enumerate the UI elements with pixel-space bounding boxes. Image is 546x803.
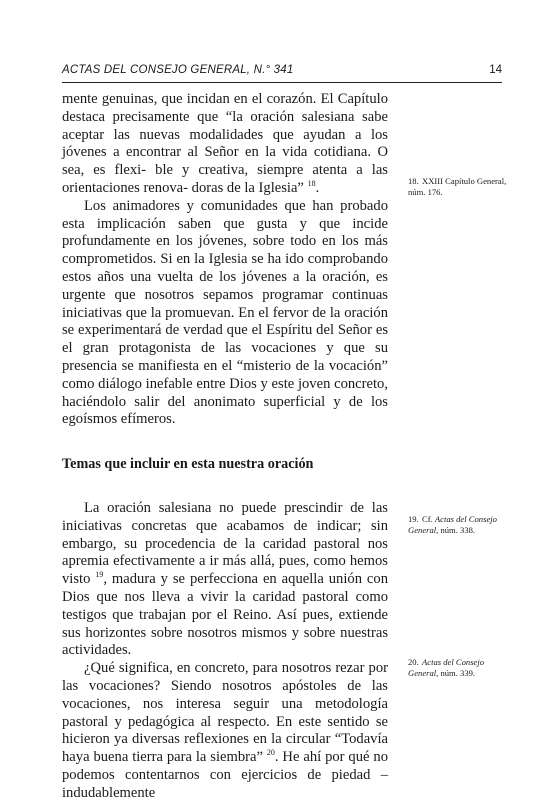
main-text-bottom (62, 500, 388, 803)
paragraph-continuation: mente genuinas, que incidan en el corazón. El Capítulo destaca precisamente que “la oración salesiana sabe aceptar las nuevas modalidades que ayudan a los jóvenes a encontrar al Señor en la vida cotidiana. O sea, es flexi- ble y creativa, siempre atenta a las orientaciones renova- doras de la Iglesia” $^{18}$. (62, 91, 388, 196)
page-number: 14 (489, 64, 502, 76)
section-heading: Temas que incluir en esta nuestra oración (62, 456, 314, 472)
footnote-ref-19[interactable]: 19 (95, 570, 104, 580)
running-header (62, 62, 502, 83)
paragraph-rezar-vocaciones: ¿Qué significa, en concreto, para nosotros rezar por las vocaciones? Siendo nosotros apóstoles de las vocaciones, nos interesa seguir una metodología pastoral y pedagógica al respecto. En este sentido se hicieron ya diversas reflexiones en la circular “Todavía haya buena tierra para la siembra” $^{20}$. He ahí por qué no podemos contentarnos con ejercicios de piedad –indudablemente (62, 660, 388, 801)
paragraph-animadores: Los animadores y comunidades que han probado esta implicación saben que gusta y que incide profundamente en los jóvenes, sobre todo en los más comprometidos. Si en la Iglesia se ha ido comprobando estos años una vuelta de los jóvenes a la oración, es urgente que nosotros sepamos programar continuas iniciativas que la promuevan. En el fervor de la oración se experimentará de verdad que el Espíritu del Señor es el gran protagonista de las vocaciones y que su presencia se manifiesta en el “misterio de la vocación” como diálogo inefable entre Dios y este joven concreto, haciéndolo salir del anonimato superficial y de los egoísmos efímeros. (62, 197, 388, 428)
running-title: ACTAS DEL CONSEJO GENERAL, N.° 341 (62, 64, 294, 76)
footnote-20: 20. Actas del Consejo General, núm. 339. (408, 657, 485, 678)
main-text-top (62, 91, 388, 429)
footnote-ref-18[interactable]: 18 (307, 179, 316, 189)
footnote-19: 19. Cf. Actas del Consejo General, núm. 338. (408, 514, 497, 535)
footnote-18: 18. XXIII Capítulo General, núm. 176. (408, 176, 507, 197)
paragraph-oracion-salesiana: La oración salesiana no puede prescindir de las iniciativas concretas que acabamos de indicar; sin embargo, su procedencia de la caridad pastoral nos apremia efectivamente a ir más allá, pues, como hemos visto $^{19}$, madura y se perfecciona en aquella unión con Dios que nos lleva a vivir la caridad pastoral como testigos que trabajan por el Reino. Así pues, extiende sus horizontes sobre nosotros mismos y sobre nuestras actividades. (62, 500, 389, 659)
footnote-ref-20[interactable]: 20 (266, 748, 275, 758)
